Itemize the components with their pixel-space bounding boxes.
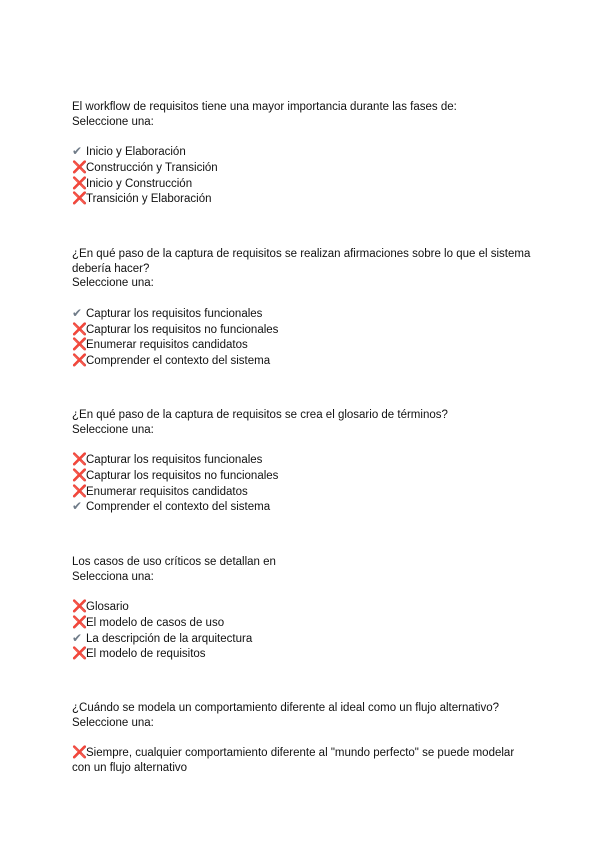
option-item (72, 484, 532, 500)
cross-icon: ❌ (72, 191, 87, 206)
option-item (72, 353, 532, 369)
option-label: Glosario (86, 601, 129, 614)
question-instruction: Selecciona una: (72, 570, 154, 583)
option-item (72, 144, 532, 160)
option-label: Capturar los requisitos funcionales (86, 454, 263, 467)
cross-icon: ❌ (72, 175, 87, 190)
option-label: Capturar los requisitos funcionales (86, 307, 263, 320)
cross-icon: ❌ (72, 159, 87, 174)
cross-icon: ❌ (72, 321, 87, 336)
option-label: Inicio y Construcción (86, 177, 193, 190)
option-label: Enumerar requisitos candidatos (86, 339, 248, 352)
question-text: Los casos de uso críticos se detallan en (72, 556, 276, 568)
option-label: Construcción y Transición (86, 161, 218, 174)
question-2 (72, 247, 532, 369)
cross-icon: ❌ (72, 646, 87, 661)
option-item (72, 631, 532, 647)
option-label: Transición y Elaboración (86, 193, 212, 206)
option-label: La descripción de la arquitectura (86, 632, 253, 645)
question-text: El workflow de requisitos tiene una mayor importancia durante las fases de: (72, 101, 457, 113)
question-instruction: Seleccione una: (72, 115, 154, 128)
option-item (72, 452, 532, 468)
option-label: Inicio y Elaboración (86, 146, 186, 159)
question-text: ¿En qué paso de la captura de requisitos se crea el glosario de términos? (72, 409, 448, 421)
option-item (72, 191, 532, 207)
option-item (72, 337, 532, 353)
option-label: Siempre, cualquier comportamiento diferente al "mundo perfecto" se puede modelar con un flujo alternativo (72, 747, 515, 774)
checkmark-icon: ✔ (72, 630, 83, 645)
option-item (72, 306, 532, 322)
option-label: Comprender el contexto del sistema (86, 501, 271, 514)
option-item (72, 615, 532, 631)
option-list (72, 144, 532, 207)
question-instruction: Seleccione una: (72, 423, 154, 436)
option-label: El modelo de casos de uso (86, 616, 225, 629)
option-list (72, 599, 532, 662)
option-list (72, 306, 532, 369)
option-list (72, 745, 532, 775)
cross-icon: ❌ (72, 599, 87, 614)
checkmark-icon: ✔ (72, 499, 83, 514)
option-item (72, 599, 532, 615)
question-text: ¿Cuándo se modela un comportamiento diferente al ideal como un flujo alternativo? (72, 702, 500, 714)
option-item (72, 176, 532, 192)
option-list (72, 452, 532, 515)
option-label: Comprender el contexto del sistema (86, 354, 271, 367)
cross-icon: ❌ (72, 745, 87, 760)
cross-icon: ❌ (72, 467, 87, 482)
checkmark-icon: ✔ (72, 305, 83, 320)
option-label: Enumerar requisitos candidatos (86, 485, 248, 498)
option-item (72, 468, 532, 484)
question-3 (72, 408, 532, 515)
cross-icon: ❌ (72, 337, 87, 352)
cross-icon: ❌ (72, 483, 87, 498)
checkmark-icon: ✔ (72, 144, 83, 159)
cross-icon: ❌ (72, 614, 87, 629)
question-5 (72, 701, 532, 776)
option-item (72, 322, 532, 338)
question-text: ¿En qué paso de la captura de requisitos se realizan afirmaciones sobre lo que el sistema debería hacer? (72, 248, 531, 275)
question-4 (72, 555, 532, 662)
option-label: Capturar los requisitos no funcionales (86, 469, 279, 482)
question-instruction: Seleccione una: (72, 716, 154, 729)
question-1 (72, 100, 532, 207)
option-item (72, 499, 532, 515)
question-instruction: Seleccione una: (72, 277, 154, 290)
option-item (72, 646, 532, 662)
option-item (72, 160, 532, 176)
option-label: Capturar los requisitos no funcionales (86, 323, 279, 336)
option-item (72, 745, 532, 775)
cross-icon: ❌ (72, 352, 87, 367)
cross-icon: ❌ (72, 452, 87, 467)
option-label: El modelo de requisitos (86, 648, 206, 661)
